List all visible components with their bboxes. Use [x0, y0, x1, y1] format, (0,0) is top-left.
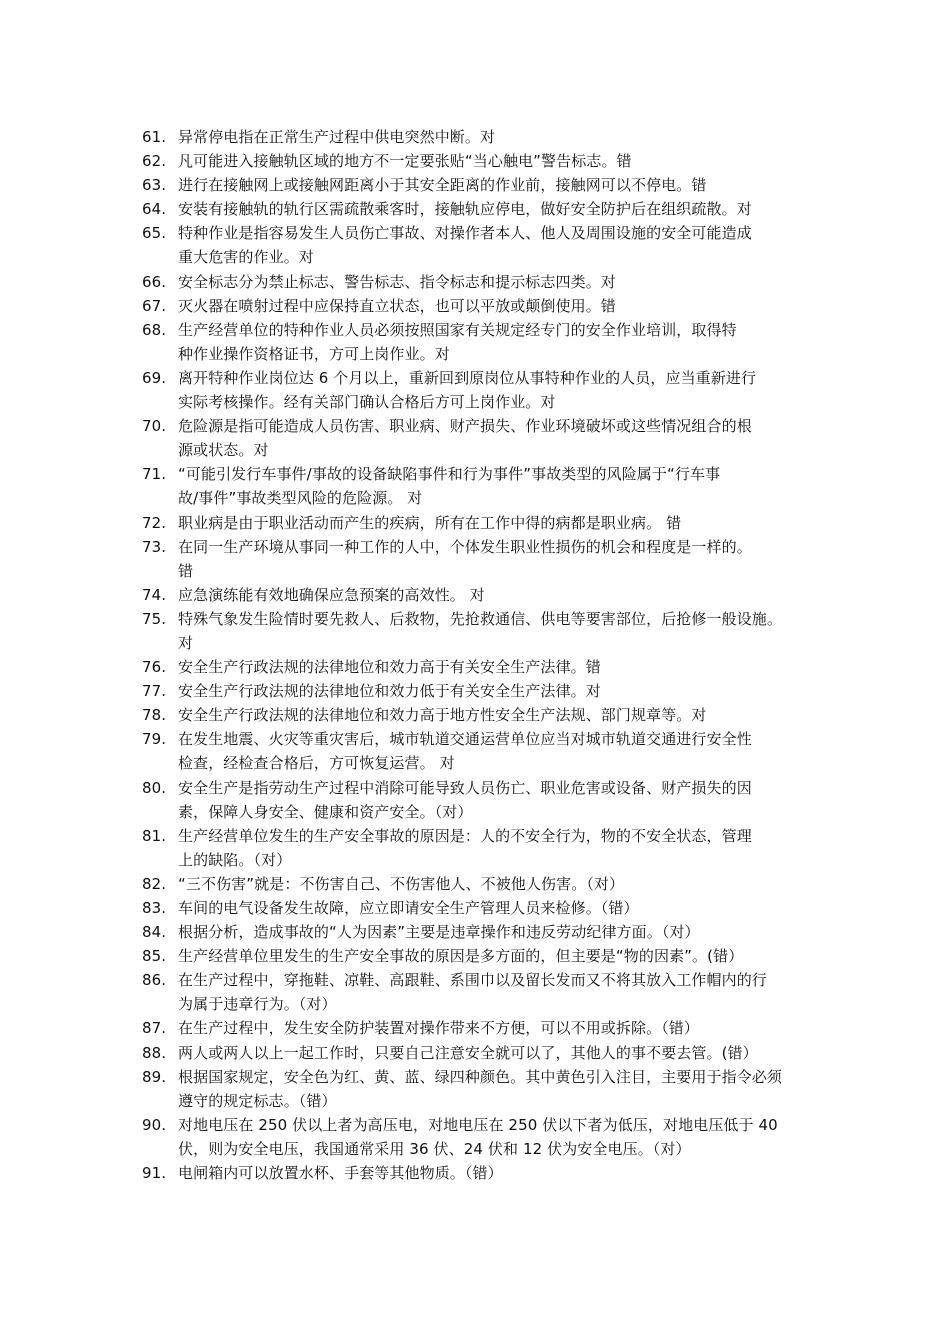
item-number: 64. — [142, 200, 167, 219]
item-number: 70. — [142, 417, 167, 436]
item-text: 车间的电气设备发生故障，应立即请安全生产管理人员来检修。（错） — [178, 899, 639, 917]
item-number: 63. — [142, 176, 167, 195]
item-number: 68. — [142, 320, 167, 339]
item-number: 71. — [142, 465, 167, 484]
item-text: 在同一生产环境从事同一种工作的人中，个体发生职业性损伤的机会和程度是一样的。 错 — [178, 537, 752, 580]
item-text: 职业病是由于职业活动而产生的疾病，所有在工作中得的病都是职业病。 错 — [178, 513, 682, 532]
item-number: 80. — [142, 778, 167, 797]
list-item — [142, 462, 822, 510]
item-text: 凡可能进入接触轨区域的地方不一定要张贴“当心触电”警告标志。错 — [178, 152, 632, 171]
list-item — [142, 968, 822, 1016]
list-item — [142, 1065, 822, 1113]
item-number: 74. — [142, 585, 167, 604]
item-number: 82. — [142, 874, 167, 893]
item-number: 77. — [142, 682, 167, 701]
list-item — [142, 197, 822, 221]
item-number: 86. — [142, 971, 167, 990]
list-item — [142, 583, 822, 607]
list-item — [142, 221, 822, 269]
item-number: 79. — [142, 730, 167, 749]
list-item — [142, 703, 822, 727]
item-number: 85. — [142, 947, 167, 966]
list-item — [142, 1041, 822, 1065]
item-text: 根据国家规定，安全色为红、黄、蓝、绿四种颜色。其中黄色引入注目，主要用于指令必须 遵守的规定标志。（错） — [178, 1067, 783, 1110]
list-item — [142, 1016, 822, 1040]
list-item — [142, 414, 822, 462]
list-item — [142, 607, 822, 655]
list-item — [142, 366, 822, 414]
item-text: 对地电压在 250 伏以上者为高压电，对地电压在 250 伏以下者为低压，对地电压低于 40 伏，则为安全电压，我国通常采用 36 伏、24 伏和 12 伏为安全电压。（对） — [178, 1115, 778, 1158]
item-text: 安全生产是指劳动生产过程中消除可能导致人员伤亡、职业危害或设备、财产损失的因 素，保障人身安全、健康和资产安全。（对） — [178, 778, 752, 821]
list-item — [142, 655, 822, 679]
item-text: 安全生产行政法规的法律地位和效力高于有关安全生产法律。错 — [178, 658, 601, 677]
item-number: 83. — [142, 899, 167, 917]
item-text: 危险源是指可能造成人员伤害、职业病、财产损失、作业环境破坏或这些情况组合的根 源或状态。对 — [178, 417, 752, 460]
item-number: 75. — [142, 609, 167, 628]
item-text: 安全生产行政法规的法律地位和效力低于有关安全生产法律。对 — [178, 682, 601, 701]
item-text: “可能引发行车事件/事故的设备缺陷事件和行为事件”事故类型的风险属于“行车事 故/事件”事故类型风险的危险源。 对 — [178, 465, 721, 508]
item-text: 应急演练能有效地确保应急预案的高效性。 对 — [178, 585, 485, 604]
item-number: 91. — [142, 1164, 167, 1183]
item-text: 在发生地震、火灾等重灾害后，城市轨道交通运营单位应当对城市轨道交通进行安全性 检查，经检查合格后，方可恢复运营。 对 — [178, 730, 752, 773]
item-text: 灭火器在喷射过程中应保持直立状态，也可以平放或颠倒使用。错 — [178, 296, 616, 315]
list-item — [142, 173, 822, 197]
item-number: 78. — [142, 706, 167, 725]
item-text: 特种作业是指容易发生人员伤亡事故、对操作者本人、他人及周围设施的安全可能造成 重大危害的作业。对 — [178, 224, 752, 267]
item-number: 69. — [142, 368, 167, 387]
item-text: 在生产过程中，发生安全防护装置对操作带来不方便，可以不用或拆除。（错） — [178, 1019, 700, 1038]
item-text: 特殊气象发生险情时要先救人、后救物，先抢救通信、供电等要害部位，后抢修一般设施。 对 — [178, 609, 783, 652]
list-item — [142, 125, 822, 149]
list-item — [142, 294, 822, 318]
list-item — [142, 776, 822, 824]
statement-list — [142, 125, 822, 1185]
item-text: 离开特种作业岗位达 6 个月以上，重新回到原岗位从事特种作业的人员，应当重新进行 实际考核操作。经有关部门确认合格后方可上岗作业。对 — [178, 368, 757, 412]
item-number: 76. — [142, 658, 167, 677]
list-item — [142, 511, 822, 535]
list-item — [142, 872, 822, 896]
item-number: 84. — [142, 923, 167, 942]
list-item — [142, 824, 822, 872]
item-text: 生产经营单位里发生的生产安全事故的原因是多方面的，但主要是“物的因素”。(错） — [178, 947, 744, 966]
item-number: 89. — [142, 1067, 167, 1086]
list-item — [142, 270, 822, 294]
list-item — [142, 896, 822, 920]
item-text: 安全标志分为禁止标志、警告标志、指令标志和提示标志四类。对 — [178, 272, 616, 291]
item-number: 87. — [142, 1019, 167, 1038]
item-text: 安装有接触轨的轨行区需疏散乘客时，接触轨应停电，做好安全防护后在组织疏散。对 — [178, 200, 752, 219]
item-number: 88. — [142, 1043, 167, 1062]
item-text: 生产经营单位的特种作业人员必须按照国家有关规定经专门的安全作业培训，取得特 种作业操作资格证书，方可上岗作业。对 — [178, 320, 737, 363]
item-number: 67. — [142, 296, 167, 315]
item-text: “三不伤害”就是：不伤害自己、不伤害他人、不被他人伤害。（对） — [178, 874, 625, 893]
item-text: 安全生产行政法规的法律地位和效力高于地方性安全生产法规、部门规章等。对 — [178, 706, 707, 725]
item-number: 72. — [142, 513, 167, 532]
list-item — [142, 920, 822, 944]
list-item — [142, 1161, 822, 1185]
list-item — [142, 149, 822, 173]
list-item — [142, 679, 822, 703]
list-item — [142, 1113, 822, 1161]
item-number: 90. — [142, 1115, 167, 1134]
item-text: 生产经营单位发生的生产安全事故的原因是：人的不安全行为，物的不安全状态，管理 上的缺陷。（对） — [178, 826, 752, 869]
item-number: 81. — [142, 826, 167, 845]
item-text: 异常停电指在正常生产过程中供电突然中断。对 — [178, 128, 496, 146]
item-text: 进行在接触网上或接触网距离小于其安全距离的作业前，接触网可以不停电。错 — [178, 176, 707, 195]
list-item — [142, 535, 822, 583]
item-text: 两人或两人以上一起工作时，只要自己注意安全就可以了，其他人的事不要去管。(错） — [178, 1043, 758, 1062]
item-number: 62. — [142, 152, 167, 171]
list-item — [142, 944, 822, 968]
item-number: 73. — [142, 537, 167, 556]
item-number: 66. — [142, 272, 167, 291]
item-text: 根据分析，造成事故的“人为因素”主要是违章操作和违反劳动纪律方面。（对） — [178, 923, 700, 942]
item-number: 61. — [142, 128, 167, 146]
list-item — [142, 318, 822, 366]
item-text: 在生产过程中，穿拖鞋、凉鞋、高跟鞋、系围巾以及留长发而又不将其放入工作帽内的行 为属于违章行为。（对） — [178, 971, 767, 1014]
item-text: 电闸箱内可以放置水杯、手套等其他物质。（错） — [178, 1164, 503, 1183]
list-item — [142, 727, 822, 775]
item-number: 65. — [142, 224, 167, 243]
